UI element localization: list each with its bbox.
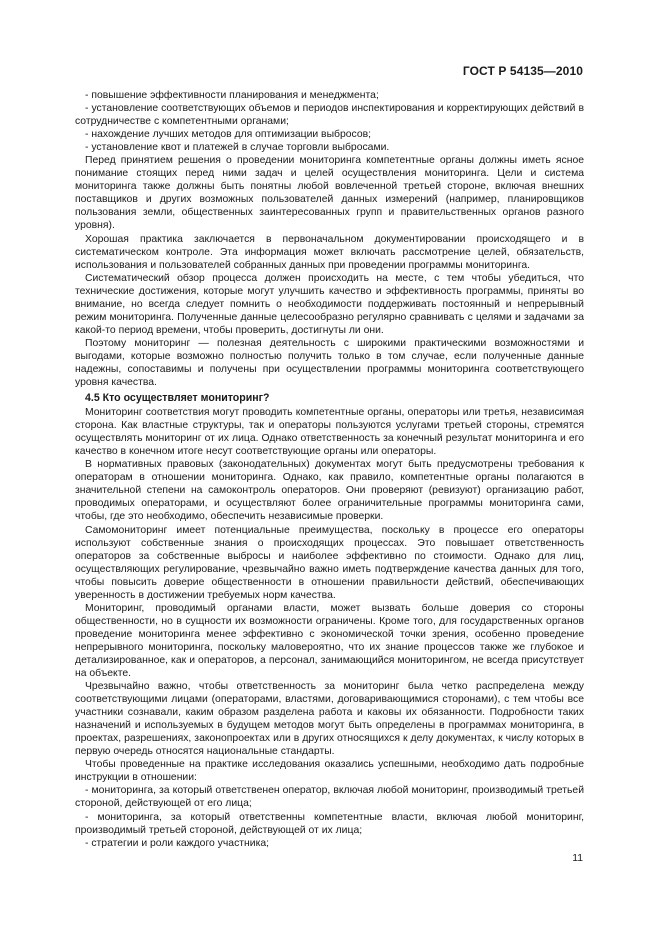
paragraph: Поэтому мониторинг — полезная деятельность с широкими практическими возможностями и выгодами, которые возможно полностью получить только в том случае, если полученные данные надежны, сопоставимы и получены при осуществлении программы мониторинга соответствующего уровня качества. bbox=[75, 337, 584, 389]
paragraph: Чтобы проведенные на практике исследования оказались успешными, необходимо дать подробные инструкции в отношении: bbox=[75, 759, 584, 784]
list-item: - установление квот и платежей в случае торговли выбросами. bbox=[85, 142, 390, 154]
list-item: - установление соответствующих объемов и периодов инспектирования и корректирующих действий в сотрудничестве с компетентными органами; bbox=[75, 103, 584, 128]
list-item: - мониторинга, за который ответственны компетентные власти, включая любой мониторинг, производимый третьей стороной, действующей от их лица; bbox=[75, 811, 584, 836]
list-item: - мониторинга, за который ответственен оператор, включая любой мониторинг, производимый третьей стороной, действующей от его лица; bbox=[75, 785, 584, 810]
paragraph: Самомониторинг имеет потенциальные преимущества, поскольку в процессе его операторы используют собственные знания о происходящих процессах. Это повышает ответственность операторов за собственные выбросы и наиболее эффективно по стоимости. Однако для лиц, осуществляющих регулирование, чрезвычайно важно иметь подтверждение качества данных для того, чтобы повысить доверие общественности в отношении правильности действий, обеспечивающих уверенность в достижении требуемых норм качества. bbox=[75, 524, 584, 601]
list-item: - нахождение лучших методов для оптимизации выбросов; bbox=[85, 129, 372, 141]
document-body bbox=[75, 89, 584, 850]
paragraph: Систематический обзор процесса должен происходить на месте, с тем чтобы убедиться, что технические достижения, которые могут улучшить качество и эффективность программы, приняты во внимание, но всегда следует помнить о необходимости поддерживать постоянный и непрерывный режим мониторинга. Полученные данные целесообразно регулярно сравнивать с целями и задачами за какой-то период времени, чтобы проверить, достигнуты ли они. bbox=[75, 272, 584, 336]
section-heading: 4.5 Кто осуществляет мониторинг? bbox=[85, 392, 270, 405]
list-item: - повышение эффективности планирования и менеджмента; bbox=[85, 90, 379, 101]
paragraph: В нормативных правовых (законодательных) документах могут быть предусмотрены требования к операторам в отношении мониторинга. Однако, как правило, компетентные органы полагаются в значительной степени на самоконтроль операторов. Они проверяют (ревизуют) организацию работ, проводимых операторами, и осуществляют более ограничительные программы мониторинга сами, чтобы, где это необходимо, обеспечить независимые проверки. bbox=[75, 459, 584, 523]
paragraph: Мониторинг соответствия могут проводить компетентные органы, операторы или третья, независимая сторона. Как властные структуры, так и операторы пользуются услугами третьей стороны, стремятся осуществлять мониторинг от их лица. Однако ответственность за конечный результат мониторинга и его качество в конечном итоге несут соответствующие органы или операторы. bbox=[75, 407, 584, 458]
paragraph: Перед принятием решения о проведении мониторинга компетентные органы должны иметь ясное понимание стоящих перед ними задач и целей осуществления мониторинга. Цели и система мониторинга также должны быть понятны любой вовлеченной третьей стороне, включая внешних поставщиков и других возможных пользователей данных измерений (например, планировщиков пользования земли, общественных заинтересованных групп и правительственных органов разного уровня). bbox=[75, 155, 584, 232]
paragraph: Чрезвычайно важно, чтобы ответственность за мониторинг была четко распределена между соответствующими лицами (операторами, властями, договаривающимися сторонами), с тем чтобы все участники сознавали, каким образом разделена работа и каковы их обязанности. Подробности таких назначений и используемых в будущем методов могут быть определены в программах мониторинга, в проектах, разрешениях, законопроектах или в других относящихся к делу документах, к числу которых в первую очередь относятся национальные стандарты. bbox=[75, 681, 584, 758]
paragraph: Мониторинг, проводимый органами власти, может вызвать больше доверия со стороны общественности, но в сущности их возможности ограничены. Кроме того, для государственных органов проведение мониторинга менее эффективно с экономической точки зрения, особенно проведение непрерывного мониторинга, поскольку маловероятно, что их знание процессов также же глубокое и детализированное, как и операторов, а персонал, занимающийся мониторингом, не всегда присутствует на объекте. bbox=[75, 602, 584, 680]
page-number: 11 bbox=[572, 853, 583, 864]
list-item: - стратегии и роли каждого участника; bbox=[85, 837, 270, 849]
paragraph: Хорошая практика заключается в первоначальном документировании происходящего и в систематическом контроле. Эта информация может включать рассмотрение целей, обязательств, использования и пользователей собранных данных при проведении программы мониторинга. bbox=[75, 233, 584, 271]
document-code-header: ГОСТ Р 54135—2010 bbox=[462, 64, 583, 78]
